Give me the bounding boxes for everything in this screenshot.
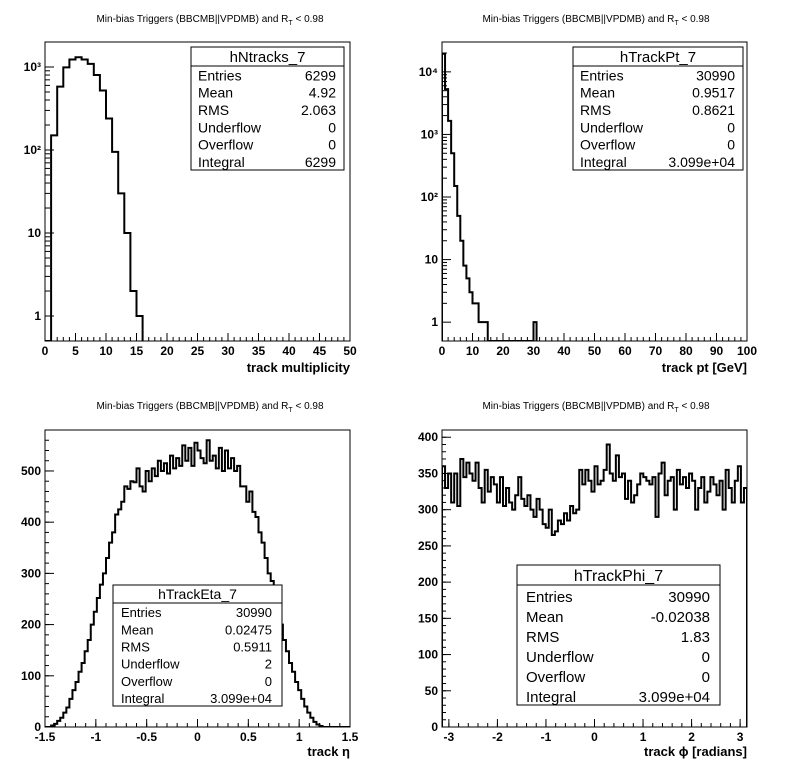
x-tick-label: 10 bbox=[465, 344, 480, 358]
stats-value: 6299 bbox=[304, 154, 336, 170]
x-tick-label: -1.5 bbox=[34, 730, 56, 744]
x-tick-label: 25 bbox=[190, 344, 205, 358]
x-tick-label: 20 bbox=[160, 344, 174, 358]
histogram-line bbox=[442, 54, 537, 341]
stats-label: Overflow bbox=[198, 136, 254, 153]
stats-value: 0 bbox=[701, 649, 710, 666]
stats-label: RMS bbox=[580, 102, 612, 118]
x-tick-label: 3 bbox=[736, 730, 744, 744]
stats-title: hNtracks_7 bbox=[229, 49, 306, 66]
x-tick-label: 60 bbox=[618, 344, 632, 358]
stats-label: Entries bbox=[121, 605, 162, 621]
plot-title: Min-bias Triggers (BBCMB||VPDMB) and $R_T < 0.98$ bbox=[96, 401, 324, 414]
stats-value: 2.063 bbox=[300, 102, 336, 118]
x-axis-label: track pt [GeV] bbox=[661, 360, 747, 375]
x-tick-label: 80 bbox=[679, 344, 693, 358]
stats-label: RMS bbox=[198, 102, 230, 118]
y-tick-label: 10 bbox=[27, 226, 41, 241]
stats-value: 30990 bbox=[668, 589, 710, 606]
stats-value: -0.02038 bbox=[650, 609, 710, 626]
y-tick-label: 1 bbox=[431, 315, 438, 330]
y-tick-label: 50 bbox=[424, 683, 438, 698]
stats-value: 0.5911 bbox=[233, 639, 272, 655]
x-tick-label: 5 bbox=[72, 344, 79, 358]
stats-label: Mean bbox=[526, 609, 564, 626]
x-tick-label: 2 bbox=[688, 730, 695, 744]
x-tick-label: 35 bbox=[251, 344, 266, 358]
stats-title: hTrackPt_7 bbox=[619, 49, 697, 66]
x-tick-label: 1.5 bbox=[341, 730, 359, 744]
stats-label: Underflow bbox=[526, 649, 594, 666]
stats-value: 30990 bbox=[235, 605, 272, 621]
y-tick-label: 250 bbox=[417, 538, 438, 553]
stats-value: 30990 bbox=[696, 67, 735, 84]
x-tick-label: -0.5 bbox=[136, 730, 158, 744]
stats-label: RMS bbox=[121, 639, 150, 655]
stats-label: Integral bbox=[198, 154, 245, 170]
y-tick-label: 300 bbox=[20, 566, 41, 581]
stats-value: 0.8621 bbox=[692, 102, 735, 118]
x-tick-label: -1 bbox=[90, 730, 102, 744]
stats-label: Entries bbox=[198, 67, 242, 84]
stats-value: 3.099e+04 bbox=[210, 691, 272, 706]
x-tick-label: 40 bbox=[282, 344, 296, 358]
stats-label: Underflow bbox=[580, 119, 644, 136]
x-tick-label: 15 bbox=[129, 344, 144, 358]
x-tick-label: -1 bbox=[540, 730, 552, 744]
x-axis-label: track multiplicity bbox=[246, 360, 350, 375]
stats-value: 0.02475 bbox=[225, 622, 272, 638]
stats-value: 4.92 bbox=[308, 84, 336, 101]
stats-label: Integral bbox=[580, 154, 627, 170]
stats-label: Entries bbox=[580, 67, 624, 84]
stats-value: 3.099e+04 bbox=[638, 689, 710, 706]
y-tick-label: 200 bbox=[417, 575, 438, 590]
stats-title: hTrackEta_7 bbox=[158, 586, 237, 602]
stats-box bbox=[517, 565, 720, 706]
stats-title: hTrackPhi_7 bbox=[573, 568, 664, 585]
y-tick-label: 400 bbox=[20, 515, 41, 530]
x-tick-label: 100 bbox=[736, 344, 758, 358]
x-tick-label: 10 bbox=[99, 344, 113, 358]
stats-value: 3.099e+04 bbox=[668, 154, 735, 170]
stats-label: Integral bbox=[526, 689, 577, 706]
y-tick-label: 400 bbox=[417, 430, 438, 445]
y-tick-label: 100 bbox=[417, 647, 438, 662]
x-tick-label: 0.5 bbox=[239, 730, 257, 744]
y-tick-label: 10² bbox=[420, 190, 438, 205]
stats-value: 0 bbox=[727, 119, 735, 136]
stats-value: 0 bbox=[727, 136, 735, 153]
histogram-line bbox=[45, 57, 143, 341]
x-tick-label: 90 bbox=[709, 344, 724, 358]
histogram-pad-hTrackEta_7 bbox=[21, 401, 359, 759]
stats-label: Underflow bbox=[198, 119, 262, 136]
plot-title: Min-bias Triggers (BBCMB||VPDMB) and $R_T < 0.98$ bbox=[482, 401, 710, 414]
y-tick-label: 0 bbox=[34, 720, 41, 734]
stats-label: Overflow bbox=[526, 669, 586, 686]
y-tick-label: 10³ bbox=[420, 127, 438, 142]
x-tick-label: 40 bbox=[557, 344, 571, 358]
plot-title: Min-bias Triggers (BBCMB||VPDMB) and $R_T < 0.98$ bbox=[482, 14, 710, 27]
x-tick-label: 0 bbox=[41, 344, 49, 358]
x-tick-label: 50 bbox=[343, 344, 357, 358]
stats-box bbox=[573, 47, 743, 170]
x-tick-label: 1 bbox=[295, 730, 303, 744]
y-tick-label: 100 bbox=[20, 668, 41, 683]
stats-label: RMS bbox=[526, 629, 560, 646]
stats-label: Entries bbox=[526, 589, 573, 606]
x-tick-label: 50 bbox=[587, 344, 602, 358]
x-tick-label: 45 bbox=[312, 344, 327, 358]
x-tick-label: 0 bbox=[194, 730, 201, 744]
stats-label: Mean bbox=[580, 84, 616, 101]
stats-value: 0 bbox=[264, 673, 272, 689]
x-tick-label: 0 bbox=[591, 730, 598, 744]
histogram-pad-hNtracks_7 bbox=[24, 14, 357, 375]
x-tick-label: 70 bbox=[648, 344, 663, 358]
histogram-pad-hTrackPt_7 bbox=[419, 14, 758, 375]
stats-label: Integral bbox=[121, 691, 165, 706]
stats-box bbox=[191, 47, 344, 170]
x-tick-label: 0 bbox=[438, 344, 446, 358]
y-tick-label: 500 bbox=[20, 463, 41, 478]
stats-label: Underflow bbox=[121, 656, 180, 672]
plot-title: Min-bias Triggers (BBCMB||VPDMB) and $R_T < 0.98$ bbox=[96, 14, 324, 27]
x-tick-label: 30 bbox=[526, 344, 541, 358]
x-tick-label: 1 bbox=[639, 730, 647, 744]
stats-value: 0.9517 bbox=[692, 84, 735, 101]
x-tick-label: 20 bbox=[496, 344, 510, 358]
stats-label: Mean bbox=[121, 622, 154, 638]
y-tick-label: 10² bbox=[23, 142, 41, 157]
stats-label: Overflow bbox=[121, 673, 173, 689]
y-tick-label: 300 bbox=[417, 502, 438, 517]
stats-value: 0 bbox=[328, 119, 336, 136]
x-tick-label: -3 bbox=[443, 730, 455, 744]
x-tick-label: 30 bbox=[221, 344, 235, 358]
histogram-pad-hTrackPhi_7 bbox=[418, 401, 747, 759]
stats-value: 6299 bbox=[304, 67, 336, 84]
stats-label: Mean bbox=[198, 84, 234, 101]
x-axis-label: track η bbox=[307, 744, 350, 759]
x-axis-label: track ϕ [radians] bbox=[644, 744, 747, 759]
y-tick-label: 1 bbox=[34, 309, 41, 324]
y-tick-label: 0 bbox=[431, 720, 438, 734]
stats-value: 1.83 bbox=[680, 629, 710, 646]
stats-box bbox=[113, 585, 282, 706]
stats-value: 0 bbox=[328, 136, 336, 153]
stats-value: 2 bbox=[264, 656, 272, 672]
stats-value: 0 bbox=[701, 669, 710, 686]
y-tick-label: 10 bbox=[424, 252, 438, 267]
y-tick-label: 10⁴ bbox=[418, 64, 438, 79]
stats-label: Overflow bbox=[580, 136, 636, 153]
y-tick-label: 10³ bbox=[23, 59, 41, 74]
x-tick-label: -2 bbox=[492, 730, 503, 744]
y-tick-label: 150 bbox=[417, 611, 438, 626]
y-tick-label: 200 bbox=[20, 617, 41, 632]
y-tick-label: 350 bbox=[417, 466, 438, 481]
